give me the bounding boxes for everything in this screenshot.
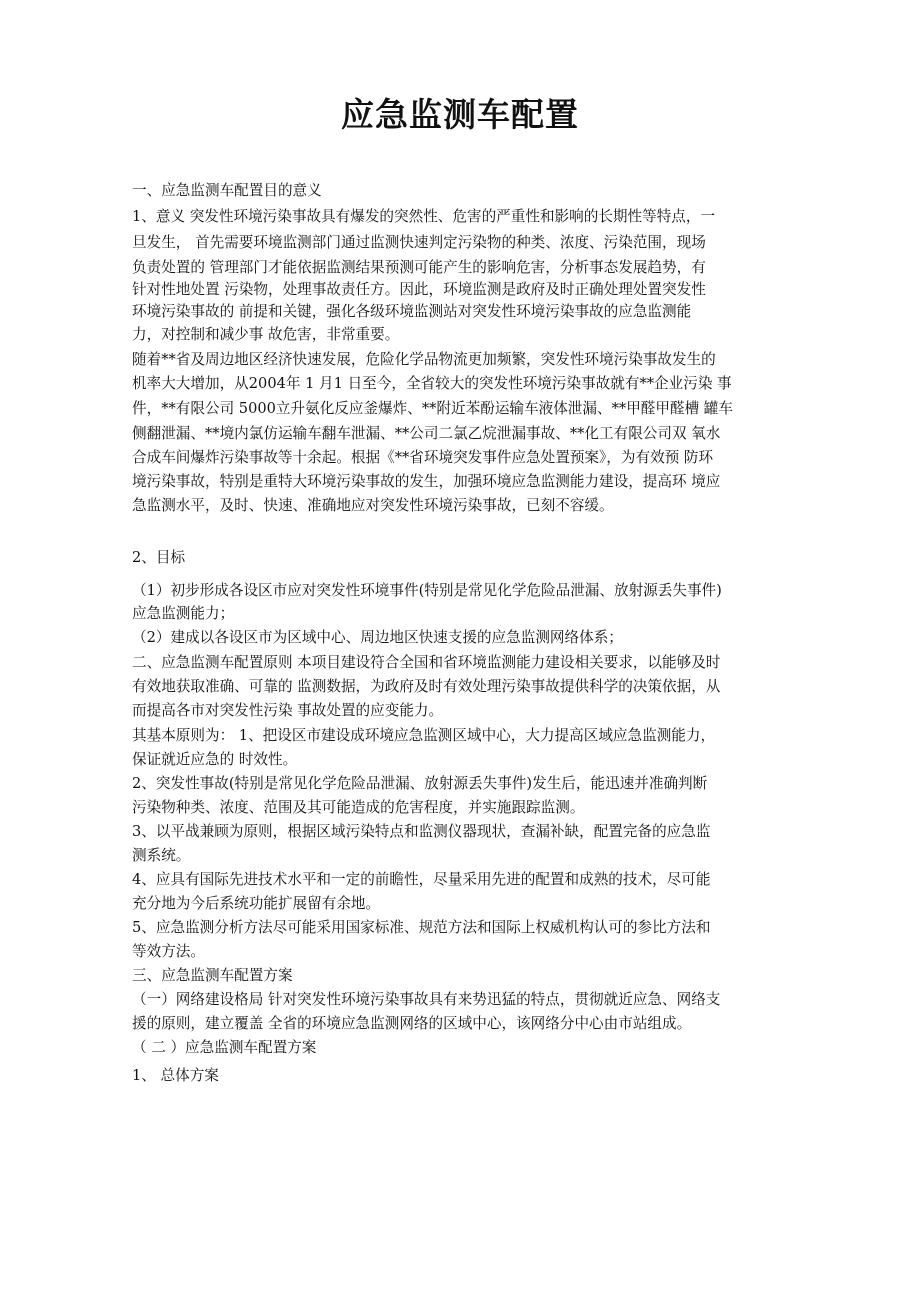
paragraph-line: 应急监测能力； (132, 605, 235, 622)
paragraph-line: （1）初步形成各设区市应对突发性环境事件(特别是常见化学危险品泄漏、放射源丢失事件) (132, 582, 722, 599)
paragraph-line: 而提高各市对突发性污染 事故处置的应变能力。 (132, 702, 444, 719)
paragraph-line: 环境污染事故的 前提和关键，强化各级环境监测站对突发性环境污染事故的应急监测能 (132, 303, 692, 320)
paragraph-line: （一）网络建设格局 针对突发性环境污染事故具有来势迅猛的特点，贯彻就近应急、网络支 (132, 991, 721, 1008)
paragraph-line: 针对性地处置 污染物，处理事故责任方。因此，环境监测是政府及时正确处理处置突发性 (132, 281, 706, 298)
paragraph-line: 件，**有限公司 5000立升氨化反应釜爆炸、**附近苯酚运输车液体泄漏、**甲醛甲醛槽 罐车 (132, 400, 733, 417)
paragraph-line: 有效地获取准确、可靠的 监测数据，为政府及时有效处理污染事故提供科学的决策依据，从 (132, 678, 721, 695)
paragraph-line: 等效方法。 (132, 943, 205, 960)
paragraph-line: 急监测水平，及时、快速、准确地应对突发性环境污染事故，已刻不容缓。 (132, 497, 614, 514)
subsection-heading: 1、 总体方案 (132, 1067, 219, 1084)
paragraph-line: 援的原则，建立覆盖 全省的环境应急监测网络的区域中心，该网络分中心由市站组成。 (132, 1015, 692, 1032)
subsection-heading: 2、目标 (132, 549, 186, 566)
paragraph-line: 力，对控制和减少事 故危害，非常重要。 (132, 326, 400, 343)
paragraph-line: 合成车间爆炸污染事故等十余起。根据《**省环境突发事件应急处置预案》，为有效预 防环 (132, 449, 714, 466)
paragraph-line: 4、应具有国际先进技术水平和一定的前瞻性，尽量采用先进的配置和成熟的技术，尽可能 (132, 871, 711, 888)
paragraph-line: 机率大大增加，从2004年 1 月1 日至今，全省较大的突发性环境污染事故就有**企业污染 事 (132, 375, 732, 392)
paragraph-line: 其基本原则为： 1、把设区市建设成环境应急监测区域中心，大力提高区域应急监测能力， (132, 727, 716, 744)
paragraph-line: 旦发生， 首先需要环境监测部门通过监测快速判定污染物的种类、浓度、污染范围，现场 (132, 234, 706, 251)
paragraph-line: （2）建成以各设区市为区域中心、周边地区快速支援的应急监测网络体系； (132, 629, 623, 646)
paragraph-line: 5、应急监测分析方法尽可能采用国家标准、规范方法和国际上权威机构认可的参比方法和 (132, 919, 711, 936)
paragraph-line: 污染物种类、浓度、范围及其可能造成的危害程度，并实施跟踪监测。 (132, 799, 585, 816)
paragraph-line: 测系统。 (132, 847, 191, 864)
paragraph-line: 充分地为今后系统功能扩展留有余地。 (132, 895, 381, 912)
paragraph-line: 侧翻泄漏、**境内氯仿运输车翻车泄漏、**公司二氯乙烷泄漏事故、**化工有限公司双 氧水 (132, 425, 721, 442)
paragraph-line: 保证就近应急的 时效性。 (132, 751, 298, 768)
section-heading: 二、应急监测车配置原则 本项目建设符合全国和省环境监测能力建设相关要求，以能够及时 (132, 654, 721, 671)
paragraph-line: 随着**省及周边地区经济快速发展，危险化学品物流更加频繁，突发性环境污染事故发生的 (132, 351, 716, 368)
paragraph-line: 负责处置的 管理部门才能依据监测结果预测可能产生的影响危害，分析事态发展趋势，有 (132, 259, 706, 276)
document-title: 应急监测车配置 (341, 95, 579, 134)
paragraph-line: 境污染事故，特别是重特大环境污染事故的发生，加强环境应急监测能力建设，提高环 境应 (132, 473, 721, 490)
subsection-heading: （ 二 ）应急监测车配置方案 (132, 1039, 317, 1056)
paragraph-line: 1、意义 突发性环境污染事故具有爆发的突然性、危害的严重性和影响的长期性等特点，一 (132, 208, 716, 225)
paragraph-line: 2、突发性事故(特别是常见化学危险品泄漏、放射源丢失事件)发生后，能迅速并准确判断 (132, 775, 708, 792)
paragraph-line: 3、以平战兼顾为原则，根据区域污染特点和监测仪器现状，查漏补缺，配置完备的应急监 (132, 823, 711, 840)
section-heading: 三、应急监测车配置方案 (132, 967, 293, 984)
section-heading: 一、应急监测车配置目的意义 (132, 182, 322, 199)
